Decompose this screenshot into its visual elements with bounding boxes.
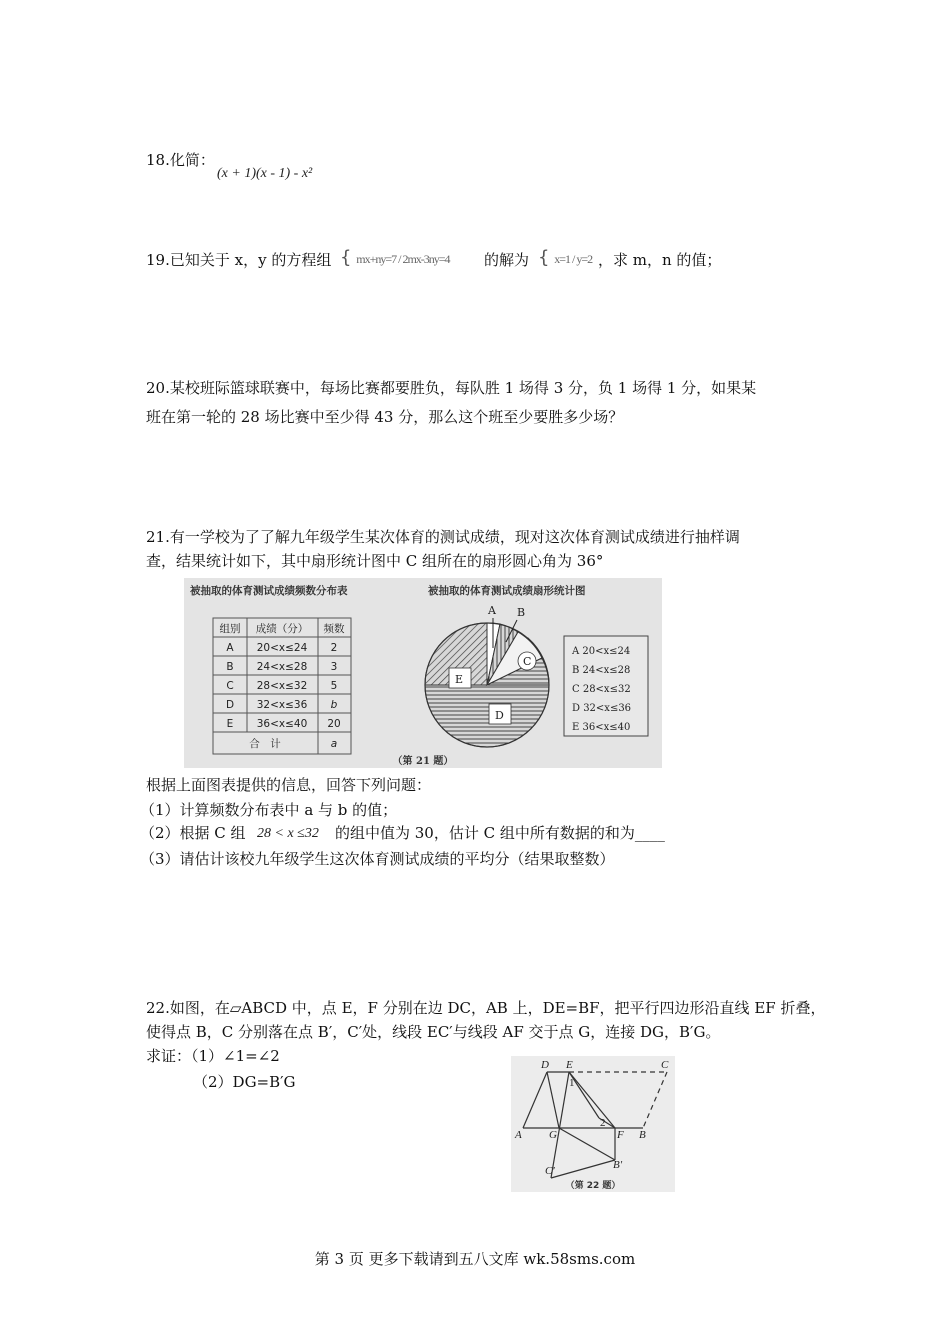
q21-sub-3: （3）请估计该校九年级学生这次体育测试成绩的平均分（结果取整数） — [140, 850, 615, 868]
pie-label-d: D — [495, 709, 504, 722]
q19-solution — [538, 247, 596, 273]
pie-label-b: B — [517, 606, 526, 619]
table-cell: 3 — [330, 661, 338, 673]
legend-item: C 28<x≤32 — [572, 684, 631, 695]
angle-label-2: 2 — [600, 1117, 606, 1129]
figure-22 — [511, 1056, 675, 1192]
table-header: 组别 — [219, 623, 241, 635]
q21-line-2: 查，结果统计如下，其中扇形统计图中 C 组所在的扇形圆心角为 36° — [146, 552, 604, 570]
q19-text-start: 19.已知关于 x，y 的方程组 — [146, 251, 332, 269]
table-cell: 20<x≤24 — [256, 642, 308, 654]
table-total-value: a — [330, 738, 338, 750]
figure-22-background — [511, 1056, 675, 1192]
legend-item: E 36<x≤40 — [572, 722, 631, 733]
q21-sub-2-a: （2）根据 C 组 — [140, 824, 246, 842]
table-cell: 36<x≤40 — [256, 718, 308, 730]
point-label-b-prime: B′ — [613, 1159, 623, 1171]
pie-legend — [564, 636, 648, 736]
pie-label-e: E — [455, 673, 464, 686]
table-cell: 24<x≤28 — [256, 661, 308, 673]
table-title: 被抽取的体育测试成绩频数分布表 — [190, 585, 348, 597]
point-label-f: F — [617, 1129, 624, 1141]
q19-text-end: ，求 m，n 的值； — [598, 251, 722, 269]
table-cell: A — [226, 642, 234, 654]
figure-21 — [184, 578, 662, 768]
q18-label: 18.化简： — [146, 151, 215, 169]
table-cell: 32<x≤36 — [256, 699, 308, 711]
q19-system — [340, 247, 480, 273]
pie-label-c: C — [523, 655, 532, 668]
pie-label-a: A — [488, 604, 496, 617]
point-label-g: G — [549, 1129, 557, 1141]
angle-label-1: 1 — [569, 1077, 575, 1089]
q19-system-equations: mx+ny=7 / 2mx-3ny=4 — [356, 252, 450, 266]
q22-prove-1: 求证：（1）∠1=∠2 — [146, 1047, 280, 1065]
q21-intro: 根据上面图表提供的信息，回答下列问题： — [146, 776, 432, 794]
table-cell: C — [226, 680, 234, 692]
legend-item: D 32<x≤36 — [572, 703, 632, 714]
q21-sub-2-b: 的组中值为 30，估计 C 组中所有数据的和为____ — [335, 824, 665, 842]
q22-line-2: 使得点 B，C 分别落在点 B′，C′处，线段 EC′与线段 AF 交于点 G，连接 DG，B′G。 — [146, 1023, 721, 1041]
table-header: 成绩（分） — [255, 623, 309, 635]
q21-line-1: 21.有一学校为了了解九年级学生某次体育的测试成绩，现对这次体育测试成绩进行抽样调 — [146, 528, 740, 546]
table-cell: 2 — [330, 642, 338, 654]
left-brace-icon: { — [538, 247, 550, 268]
q19-text-mid: 的解为 — [484, 251, 530, 269]
pie-title: 被抽取的体育测试成绩扇形统计图 — [428, 585, 586, 597]
page-footer: 第 3 页 更多下载请到五八文库 wk.58sms.com — [314, 1250, 636, 1268]
point-label-d: D — [541, 1059, 549, 1071]
q21-sub-1: （1）计算频数分布表中 a 与 b 的值； — [140, 801, 398, 819]
point-label-e: E — [566, 1059, 573, 1071]
figure-21-caption: （第 21 题） — [392, 756, 454, 767]
q21-sub-2-math: 28 < x ≤32 — [257, 826, 319, 841]
table-cell: 28<x≤32 — [256, 680, 308, 692]
table-header: 频数 — [323, 623, 345, 635]
q20-line-1: 20.某校班际篮球联赛中，每场比赛都要胜负，每队胜 1 场得 3 分，负 1 场得 1 分，如果某 — [146, 379, 757, 397]
point-label-c: C — [661, 1059, 669, 1071]
legend-item: A 20<x≤24 — [572, 646, 631, 657]
q22-line-1: 22.如图，在▱ABCD 中，点 E，F 分别在边 DC，AB 上，DE=BF，把平行四边形沿直线 EF 折叠， — [146, 999, 826, 1017]
legend-item: B 24<x≤28 — [572, 665, 631, 676]
q20-line-2: 班在第一轮的 28 场比赛中至少得 43 分，那么这个班至少要胜多少场？ — [146, 408, 624, 426]
point-label-c-prime: C′ — [545, 1165, 555, 1177]
q22-prove-2: （2）DG=B′G — [193, 1073, 296, 1091]
table-cell: 5 — [330, 680, 338, 692]
q18-expression: (x + 1)(x - 1) - x² — [217, 166, 313, 181]
point-label-b: B — [639, 1129, 646, 1141]
q19-solution-values: x=1 / y=2 — [554, 252, 593, 266]
table-cell: D — [225, 699, 235, 711]
figure-22-caption: （第 22 题） — [565, 1181, 621, 1191]
table-cell: E — [226, 718, 234, 730]
table-cell: B — [226, 661, 234, 673]
point-label-a: A — [515, 1129, 522, 1141]
table-total-label: 合 计 — [249, 738, 281, 750]
figure-22-svg — [511, 1056, 675, 1192]
figure-21-svg — [184, 578, 662, 768]
left-brace-icon: { — [340, 247, 352, 268]
table-cell: 20 — [327, 718, 341, 730]
table-cell: b — [330, 699, 338, 711]
